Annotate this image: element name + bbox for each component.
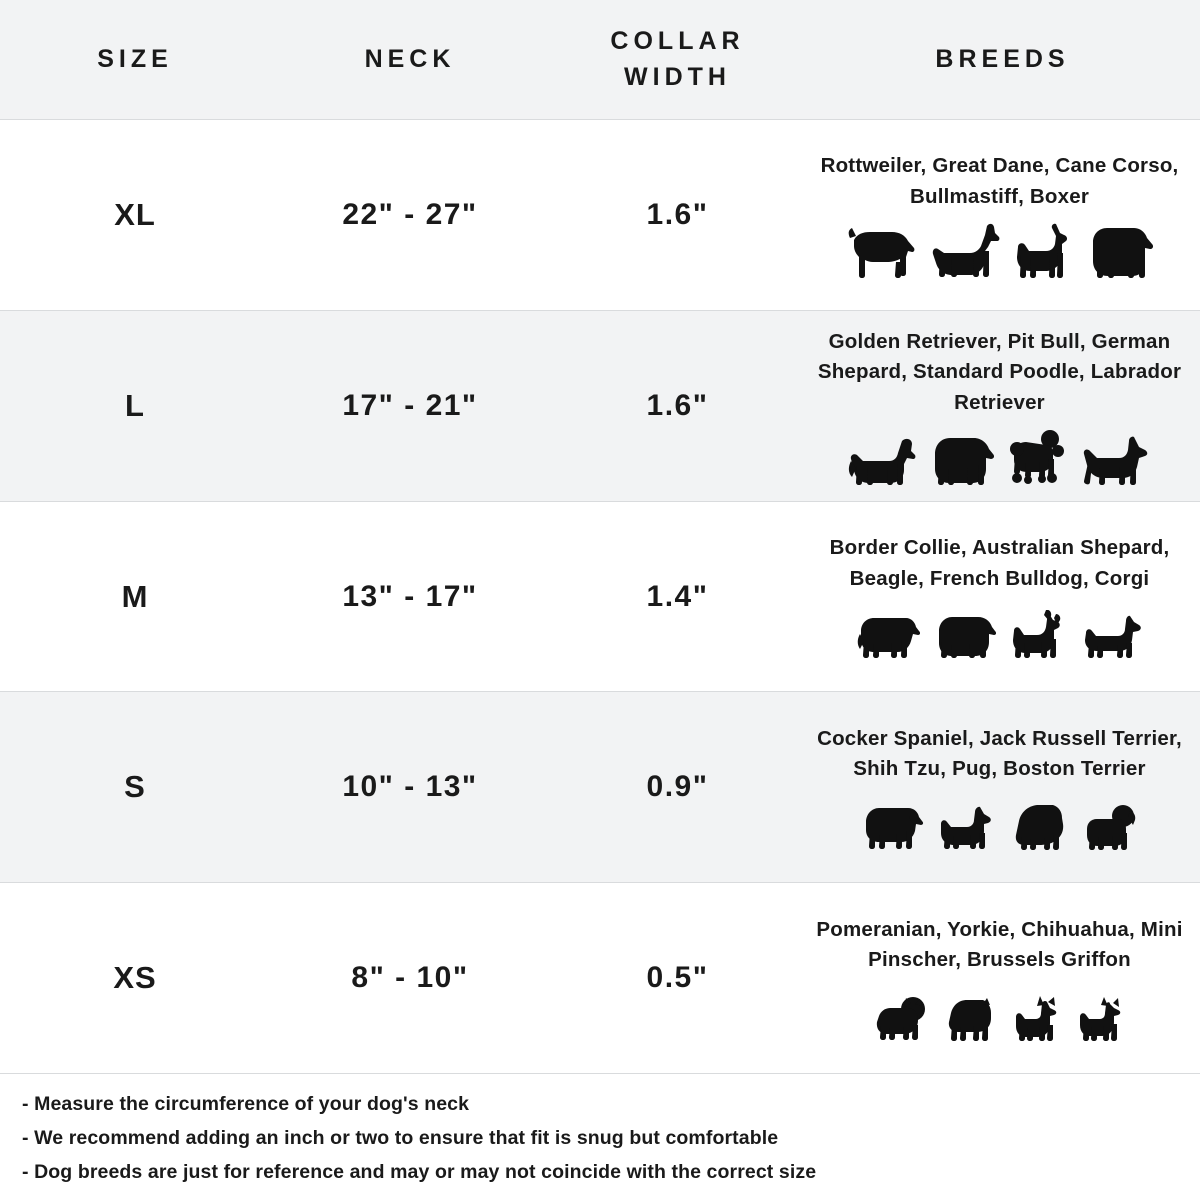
row-neck: 17" - 21" — [342, 388, 478, 422]
note-item: - We recommend adding an inch or two to ensure that fit is snug but comfortable — [22, 1127, 779, 1150]
row-breeds — [805, 151, 1200, 279]
mini-pinscher-icon — [1077, 994, 1127, 1042]
table-row — [0, 120, 1200, 311]
golden-retriever-icon — [848, 435, 916, 485]
table-row — [0, 883, 1200, 1074]
table-row — [0, 692, 1200, 883]
row-collar-width: 1.6" — [646, 388, 709, 422]
header-size: SIZE — [97, 45, 173, 74]
doberman-icon — [1014, 222, 1074, 278]
corgi-icon — [1082, 614, 1144, 660]
bullmastiff-icon — [1088, 224, 1154, 278]
pug-icon — [1084, 805, 1138, 851]
row-size: L — [125, 387, 145, 423]
labrador-icon — [930, 435, 994, 485]
header-collar-width-line1: COLLAR — [610, 27, 745, 56]
row-size: S — [124, 769, 146, 805]
cocker-spaniel-icon — [862, 805, 924, 851]
jack-russell-icon — [938, 805, 998, 851]
row-size: M — [121, 578, 149, 614]
row-breeds-text: Border Collie, Australian Shepard, Beagle, French Bulldog, Corgi — [829, 535, 1170, 590]
chihuahua-icon — [1013, 994, 1063, 1042]
french-bulldog-icon — [1010, 610, 1068, 660]
row-breeds-text: Cocker Spaniel, Jack Russell Terrier, Shih Tzu, Pug, Boston Terrier — [817, 726, 1182, 781]
poodle-icon — [1008, 429, 1068, 485]
row-breeds-text: Rottweiler, Great Dane, Cane Corso, Bullmastiff, Boxer — [820, 153, 1179, 208]
row-breeds — [805, 724, 1200, 852]
row-breed-icons — [809, 982, 1190, 1042]
header-breeds: BREEDS — [935, 45, 1070, 74]
note-item: - Measure the circumference of your dog's neck — [22, 1093, 470, 1116]
row-size: XL — [114, 196, 156, 232]
row-neck: 10" - 13" — [342, 770, 478, 804]
row-collar-width: 0.5" — [646, 961, 709, 995]
row-collar-width: 1.6" — [646, 197, 709, 231]
header-neck: NECK — [364, 45, 456, 74]
footer-notes — [0, 1074, 1200, 1200]
row-size: XS — [113, 960, 157, 996]
row-neck: 13" - 17" — [342, 579, 478, 613]
great-dane-icon — [930, 223, 1000, 278]
row-collar-width: 1.4" — [646, 579, 709, 613]
header-collar-width — [550, 23, 805, 96]
row-breeds — [805, 327, 1200, 485]
table-header-row — [0, 0, 1200, 120]
header-collar-width-line2: WIDTH — [624, 63, 731, 92]
beagle-icon — [934, 614, 996, 660]
row-breeds — [805, 915, 1200, 1043]
row-neck: 8" - 10" — [351, 961, 469, 995]
german-shepherd-icon — [1082, 435, 1152, 485]
row-neck: 22" - 27" — [342, 197, 478, 231]
row-breeds-text: Pomeranian, Yorkie, Chihuahua, Mini Pinscher, Brussels Griffon — [816, 917, 1183, 972]
rottweiler-icon — [846, 226, 916, 278]
row-collar-width: 0.9" — [646, 770, 709, 804]
row-breed-icons — [809, 425, 1190, 485]
border-collie-icon — [856, 614, 920, 660]
pomeranian-icon — [873, 996, 931, 1042]
row-breed-icons — [809, 791, 1190, 851]
yorkie-icon — [945, 996, 999, 1042]
table-row — [0, 311, 1200, 502]
row-breeds-text: Golden Retriever, Pit Bull, German Shepard, Standard Poodle, Labrador Retriever — [817, 329, 1182, 414]
note-item: - Dog breeds are just for reference and may or may not coincide with the correct size — [22, 1161, 817, 1184]
shih-tzu-icon — [1012, 803, 1070, 851]
table-row — [0, 502, 1200, 693]
row-breed-icons — [809, 600, 1190, 660]
row-breeds — [805, 533, 1200, 661]
row-breed-icons — [809, 218, 1190, 278]
